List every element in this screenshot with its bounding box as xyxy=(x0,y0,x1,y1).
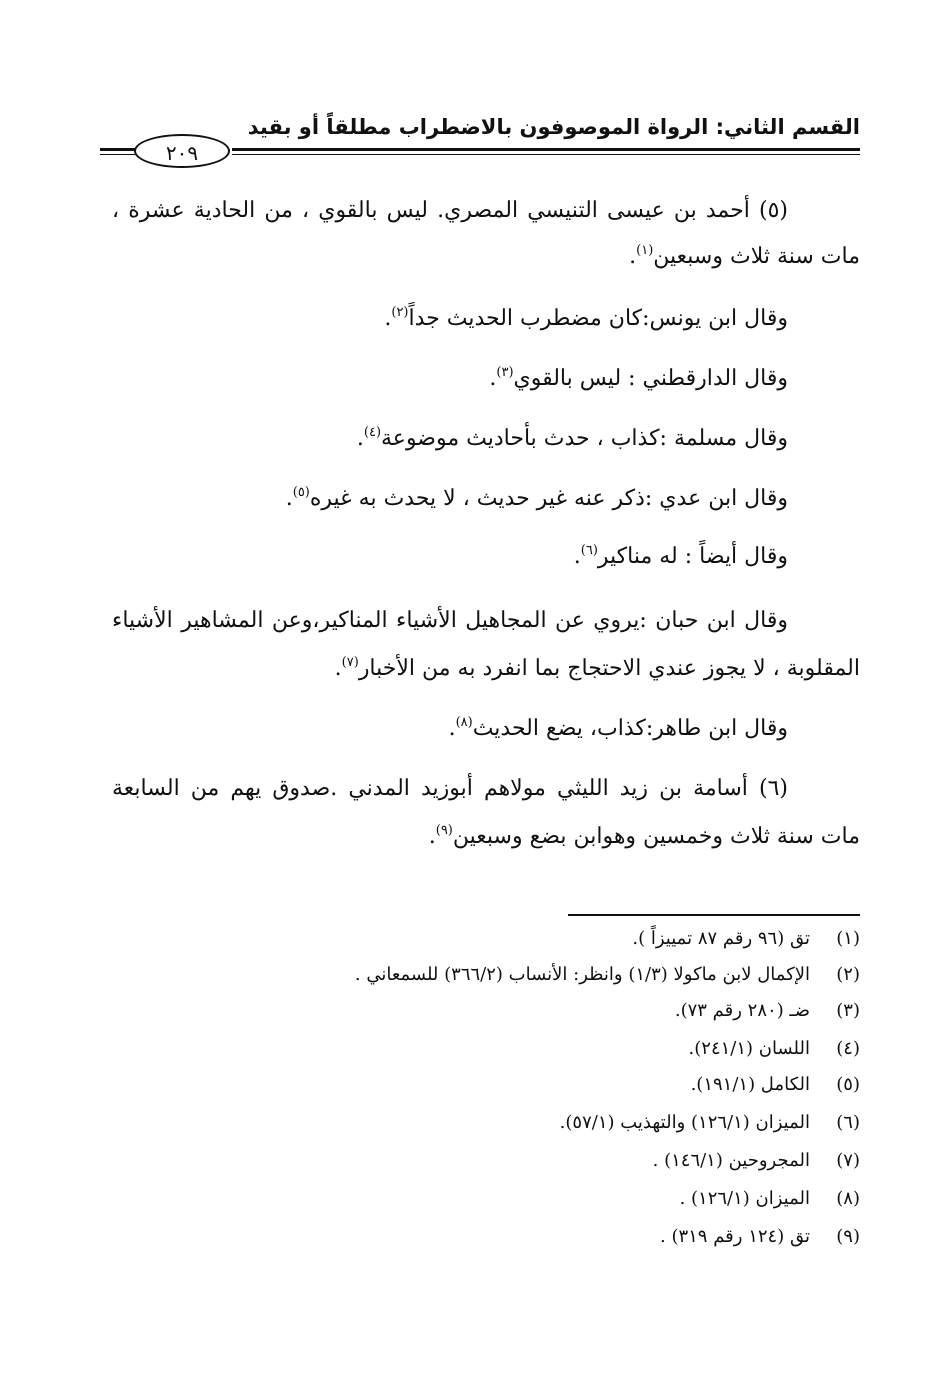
footnote-number: (١) xyxy=(836,928,860,949)
body-line: وقال ابن طاهر:كذاب، يضع الحديث$^{(٨)}$. xyxy=(448,715,788,741)
body-line: المقلوبة ، لا يجوز عندي الاحتجاج بما انفرد به من الأخبار$^{(٧)}$. xyxy=(334,655,860,681)
body-line xyxy=(112,604,788,638)
footnote-ref: (٥) xyxy=(292,485,310,500)
body-line xyxy=(112,772,788,806)
footnote-ref: (٩) xyxy=(435,823,453,838)
body-line: مات سنة ثلاث وخمسين وهوابن بضع وسبعين$^{(٩)}$. xyxy=(428,823,860,849)
footnote-ref: (١) xyxy=(636,243,654,258)
header-rule-thin xyxy=(232,154,860,155)
header-rule-thick xyxy=(232,148,860,151)
footnote-number: (٢) xyxy=(836,964,860,985)
body-line xyxy=(112,194,788,228)
footnote-item xyxy=(653,1146,860,1176)
footnote-text: اللسان (٢٤١/١). xyxy=(688,1038,810,1059)
body-line: وقال الدارقطني : ليس بالقوي$^{(٣)}$. xyxy=(489,365,788,391)
footnote-text: الكامل (١٩١/١). xyxy=(690,1074,810,1095)
footnote-ref: (٨) xyxy=(455,715,473,730)
header-rule-left-thick xyxy=(100,148,136,151)
header-title: القسم الثاني: الرواة الموصوفون بالاضطراب مطلقاً أو بقيد xyxy=(247,115,860,139)
footnote-item xyxy=(691,1070,860,1100)
body-line: وقال أيضاً : له مناكير$^{(٦)}$. xyxy=(573,543,788,569)
body-line-text: وقال ابن طاهر:كذاب، يضع الحديث xyxy=(472,716,788,741)
footnote-separator xyxy=(568,914,860,916)
body-line-text: (٥) أحمد بن عيسى التنيسي المصري. ليس بالقوي ، من الحادية عشرة ، xyxy=(112,198,788,223)
footnote-item xyxy=(680,1184,860,1214)
body-line-text: وقال ابن عدي :ذكر عنه غير حديث ، لا يحدث به غيره xyxy=(309,486,788,511)
footnote-ref: (٣) xyxy=(496,365,514,380)
footnote-item xyxy=(560,1108,860,1138)
footnote-item xyxy=(355,960,860,990)
footnote-text: المجروحين (١٤٦/١) . xyxy=(652,1150,810,1171)
footnote-item xyxy=(689,1034,860,1064)
footnote-number: (٥) xyxy=(836,1074,860,1095)
footnote-ref: (٦) xyxy=(580,543,598,558)
footnote-text: تق (٩٦ رقم ٨٧ تمييزاً ). xyxy=(632,928,810,949)
footnote-text: الميزان (١٢٦/١) والتهذيب (٥٧/١). xyxy=(559,1112,810,1133)
footnote-text: ضـ (٢٨٠ رقم ٧٣). xyxy=(674,1000,810,1021)
body-line: وقال مسلمة :كذاب ، حدث بأحاديث موضوعة$^{(٤)}$. xyxy=(356,425,788,451)
footnote-ref: (٤) xyxy=(363,425,382,440)
footnote-number: (٣) xyxy=(836,1000,860,1021)
page-number: ٢٠٩ xyxy=(134,134,230,168)
footnote-text: الميزان (١٢٦/١) . xyxy=(679,1188,810,1209)
footnote-item xyxy=(660,1222,860,1252)
body-line-text: وقال ابن حبان :يروي عن المجاهيل الأشياء المناكير،وعن المشاهير الأشياء xyxy=(112,608,788,633)
body-line: وقال ابن عدي :ذكر عنه غير حديث ، لا يحدث به غيره$^{(٥)}$. xyxy=(285,485,788,511)
body-line-text: وقال أيضاً : له مناكير xyxy=(597,544,788,569)
body-line-text: وقال مسلمة :كذاب ، حدث بأحاديث موضوعة xyxy=(381,426,788,451)
footnote-item xyxy=(675,996,860,1026)
footnote-number: (٦) xyxy=(836,1112,860,1133)
footnote-ref: (٧) xyxy=(341,655,359,670)
footnote-number: (٧) xyxy=(836,1150,860,1171)
body-line-text: مات سنة ثلاث وسبعين xyxy=(653,244,860,269)
footnote-ref: (٢) xyxy=(391,305,409,320)
footnote-item xyxy=(632,924,860,954)
footnote-number: (٨) xyxy=(836,1188,860,1209)
body-line: وقال ابن يونس:كان مضطرب الحديث جداً$^{(٢)}$. xyxy=(384,305,788,331)
body-line-text: المقلوبة ، لا يجوز عندي الاحتجاج بما انفرد به من الأخبار xyxy=(358,656,860,681)
header-rule-left-thin xyxy=(100,154,136,155)
footnote-number: (٩) xyxy=(836,1226,860,1247)
footnote-text: تق (١٢٤ رقم ٣١٩) . xyxy=(660,1226,810,1247)
body-line: مات سنة ثلاث وسبعين$^{(١)}$. xyxy=(629,243,860,269)
footnote-number: (٤) xyxy=(836,1038,860,1059)
body-line-text: وقال ابن يونس:كان مضطرب الحديث جداً xyxy=(408,306,788,331)
footnote-text: الإكمال لابن ماكولا (١/٣) وانظر: الأنساب (٣٦٦/٢) للسمعاني . xyxy=(354,964,810,985)
body-line-text: وقال الدارقطني : ليس بالقوي xyxy=(513,366,788,391)
running-header xyxy=(100,112,860,174)
body-line-text: مات سنة ثلاث وخمسين وهوابن بضع وسبعين xyxy=(452,824,860,849)
body-line-text: (٦) أسامة بن زيد الليثي مولاهم أبوزيد المدني .صدوق يهم من السابعة xyxy=(112,776,788,801)
